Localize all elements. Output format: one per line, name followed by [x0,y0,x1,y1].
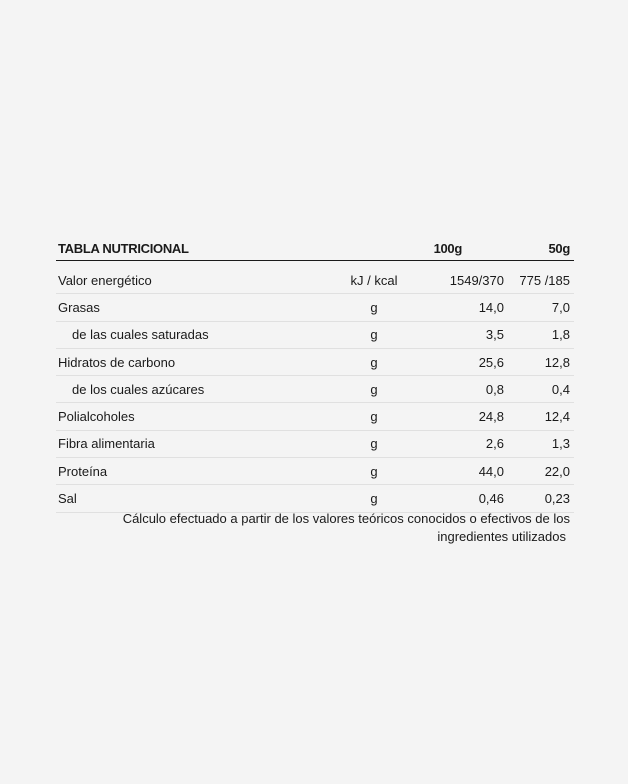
table-body [56,267,574,513]
value-100g: 2,6 [485,436,504,452]
value-50g: 12,4 [544,409,570,425]
table-row [56,267,574,294]
nutrient-name: Polialcoholes [58,409,135,425]
nutrient-name: Hidratos de carbono [58,354,176,370]
unit-cell: g [370,299,378,315]
table-header [56,236,574,261]
value-100g: 1549/370 [449,272,504,288]
value-100g: 14,0 [478,299,504,315]
unit-cell: g [370,436,378,452]
value-50g: 22,0 [544,463,570,479]
note-line-2: ingredientes utilizados [437,529,566,544]
value-100g: 0,8 [485,381,504,397]
value-100g: 24,8 [478,409,504,425]
unit-cell: kJ / kcal [350,272,398,288]
nutrient-name: Sal [58,491,77,507]
value-50g: 7,0 [551,299,570,315]
unit-cell: g [370,491,378,507]
nutrient-name: de las cuales saturadas [72,327,209,343]
table-row [56,458,574,485]
value-50g: 12,8 [544,354,570,370]
value-100g: 44,0 [478,463,504,479]
value-50g: 0,23 [544,491,570,507]
value-100g: 25,6 [478,354,504,370]
table-title: TABLA NUTRICIONAL [58,240,189,256]
table-row [56,376,574,403]
table-row [56,322,574,349]
column-header-50g: 50g [548,240,570,256]
nutrient-name: Proteína [58,463,108,479]
table-row [56,403,574,430]
nutrient-name: Fibra alimentaria [58,436,155,452]
unit-cell: g [370,327,378,343]
nutrition-table [56,236,574,513]
note-line-1: Cálculo efectuado a partir de los valores teóricos conocidos o efectivos de los [122,511,570,526]
table-row [56,485,574,512]
table-row [56,431,574,458]
value-100g: 0,46 [478,491,504,507]
nutrient-name: Grasas [58,299,100,315]
unit-cell: g [370,381,378,397]
value-50g: 0,4 [551,381,570,397]
nutrient-name: Valor energético [58,272,152,288]
nutrient-name: de los cuales azúcares [72,381,205,397]
table-row [56,349,574,376]
value-50g: 1,8 [551,327,570,343]
unit-cell: g [370,463,378,479]
value-100g: 3,5 [485,327,504,343]
value-50g: 775 /185 [519,272,570,288]
column-header-100g: 100g [433,240,462,256]
unit-cell: g [370,354,378,370]
value-50g: 1,3 [551,436,570,452]
table-row [56,294,574,321]
unit-cell: g [370,409,378,425]
calculation-note [110,510,570,546]
